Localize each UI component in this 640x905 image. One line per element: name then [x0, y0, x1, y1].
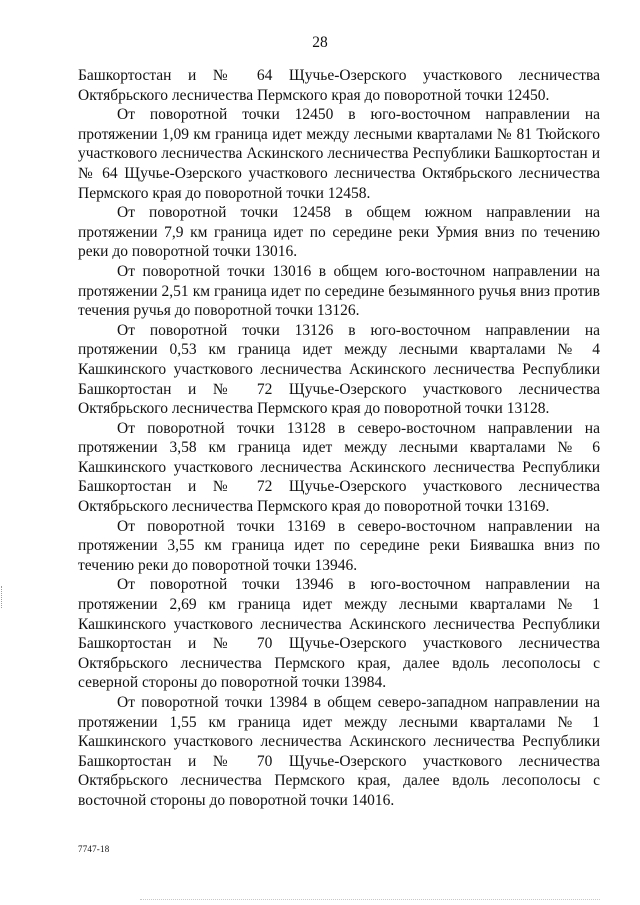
paragraph: От поворотной точки 12458 в общем южном направлении на протяжении 7,9 км граница идет по середине реки Урмия вниз по течению реки до поворотной точки 13016. [78, 204, 600, 261]
paragraph: От поворотной точки 13946 в юго-восточном направлении на протяжении 2,69 км граница идет между лесными кварталами № 1 Кашкинского участкового лесничества Аскинского лесничества Республики Башкортостан и № 70 Щучье-Озерского участкового лесничества Октябрьского лесничества Пермского края, далее вдоль лесополосы с северной стороны до поворотной точки 13984. [78, 576, 600, 692]
scan-edge-mark [140, 899, 600, 901]
paragraph: От поворотной точки 13984 в общем северо-западном направлении на протяжении 1,55 км граница идет между лесными кварталами № 1 Кашкинского участкового лесничества Аскинского лесничества Республики Башкортостан и № 70 Щучье-Озерского участкового лесничества Октябрьского лесничества Пермского края, далее вдоль лесополосы с восточной стороны до поворотной точки 14016. [78, 694, 600, 809]
paragraph: От поворотной точки 12450 в юго-восточном направлении на протяжении 1,09 км граница идет между лесными кварталами № 81 Тюйского участкового лесничества Аскинского лесничества Республики Башкортостан и № 64 Щучье-Озерского участкового лесничества Октябрьского лесничества Пермского края до поворотной точки 12458. [78, 106, 600, 202]
page-number: 28 [312, 34, 328, 51]
paragraph: От поворотной точки 13016 в общем юго-восточном направлении на протяжении 2,51 км граница идет по середине безымянного ручья вниз против течения ручья до поворотной точки 13126. [78, 262, 600, 320]
document-body [78, 66, 600, 811]
paragraph: От поворотной точки 13128 в северо-восточном направлении на протяжении 3,58 км граница идет между лесными кварталами № 6 Кашкинского участкового лесничества Аскинского лесничества Республики Башкортостан и № 72 Щучье-Озерского участкового лесничества Октябрьского лесничества Пермского края до поворотной точки 13169. [78, 419, 600, 516]
paragraph: От поворотной точки 13169 в северо-восточном направлении на протяжении 3,55 км граница идет по середине реки Биявашка вниз по течению реки до поворотной точки 13946. [78, 517, 600, 574]
paragraph: Башкортостан и № 64 Щучье-Озерского участкового лесничества Октябрьского лесничества Пермского края до поворотной точки 12450. [78, 67, 600, 104]
footer-document-code: 7747-18 [78, 844, 110, 854]
scan-margin-mark [1, 586, 4, 608]
paragraph: От поворотной точки 13126 в юго-восточном направлении на протяжении 0,53 км граница идет между лесными кварталами № 4 Кашкинского участкового лесничества Аскинского лесничества Республики Башкортостан и № 72 Щучье-Озерского участкового лесничества Октябрьского лесничества Пермского края до поворотной точки 13128. [78, 321, 600, 418]
